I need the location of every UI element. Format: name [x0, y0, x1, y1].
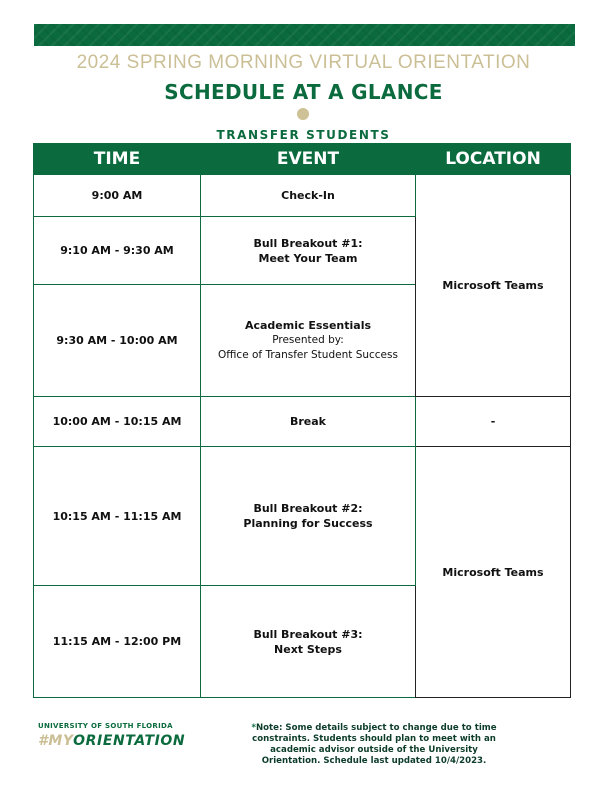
event-subtitle: Meet Your Team	[258, 251, 358, 265]
time-cell: 10:15 AM - 11:15 AM	[34, 447, 201, 586]
audience-heading	[0, 124, 607, 145]
table-row	[34, 397, 571, 447]
gold-dot-divider	[297, 108, 309, 120]
university-name: UNIVERSITY OF SOUTH FLORIDA	[38, 722, 173, 730]
logo-hashtag: #MY	[38, 733, 74, 749]
logo-wordmark	[38, 733, 185, 749]
myorientation-logo	[38, 722, 185, 749]
audience-label: TRANSFER STUDENTS	[216, 128, 390, 145]
col-header-time: TIME	[34, 144, 201, 175]
time-cell: 9:00 AM	[34, 175, 201, 217]
header-banner	[34, 24, 575, 46]
col-header-location: LOCATION	[416, 144, 571, 175]
time-cell: 11:15 AM - 12:00 PM	[34, 586, 201, 698]
logo-text: ORIENTATION	[73, 733, 186, 749]
event-title: Check-In	[281, 189, 335, 202]
footnote-asterisk: *	[251, 723, 256, 733]
event-subtitle: Planning for Success	[243, 517, 373, 530]
event-cell	[201, 285, 416, 397]
col-header-event: EVENT	[201, 144, 416, 175]
footnote	[250, 723, 498, 767]
event-title: Break	[289, 415, 326, 428]
event-title: Bull Breakout #1:	[253, 236, 363, 250]
event-cell	[201, 397, 416, 447]
event-presenter-label: Presented by:	[272, 334, 344, 346]
time-cell: 10:00 AM - 10:15 AM	[34, 397, 201, 447]
time-cell: 9:30 AM - 10:00 AM	[34, 285, 201, 397]
location-cell: Microsoft Teams	[416, 175, 571, 397]
location-cell: -	[416, 397, 571, 447]
event-subtitle: Next Steps	[274, 642, 342, 656]
event-title: Bull Breakout #2:	[253, 502, 363, 515]
table-header-row	[34, 144, 571, 175]
table-row	[34, 175, 571, 217]
location-cell: Microsoft Teams	[416, 447, 571, 698]
schedule-table	[33, 143, 571, 698]
event-cell	[201, 447, 416, 586]
event-presenter: Office of Transfer Student Success	[218, 349, 398, 361]
event-cell	[201, 217, 416, 285]
event-title: Academic Essentials	[244, 319, 372, 332]
table-row	[34, 447, 571, 586]
page-title: SCHEDULE AT A GLANCE	[164, 80, 443, 104]
event-title: Bull Breakout #3:	[253, 627, 363, 641]
time-cell: 9:10 AM - 9:30 AM	[34, 217, 201, 285]
footnote-text: Note: Some details subject to change due to time constraints. Students should plan to meet with an academic advisor outside of the University Orientation. Schedule last updated 10/4/2023.	[252, 723, 497, 766]
event-cell	[201, 175, 416, 217]
event-subtitle: 2024 SPRING MORNING VIRTUAL ORIENTATION	[76, 52, 531, 73]
event-cell	[201, 586, 416, 698]
